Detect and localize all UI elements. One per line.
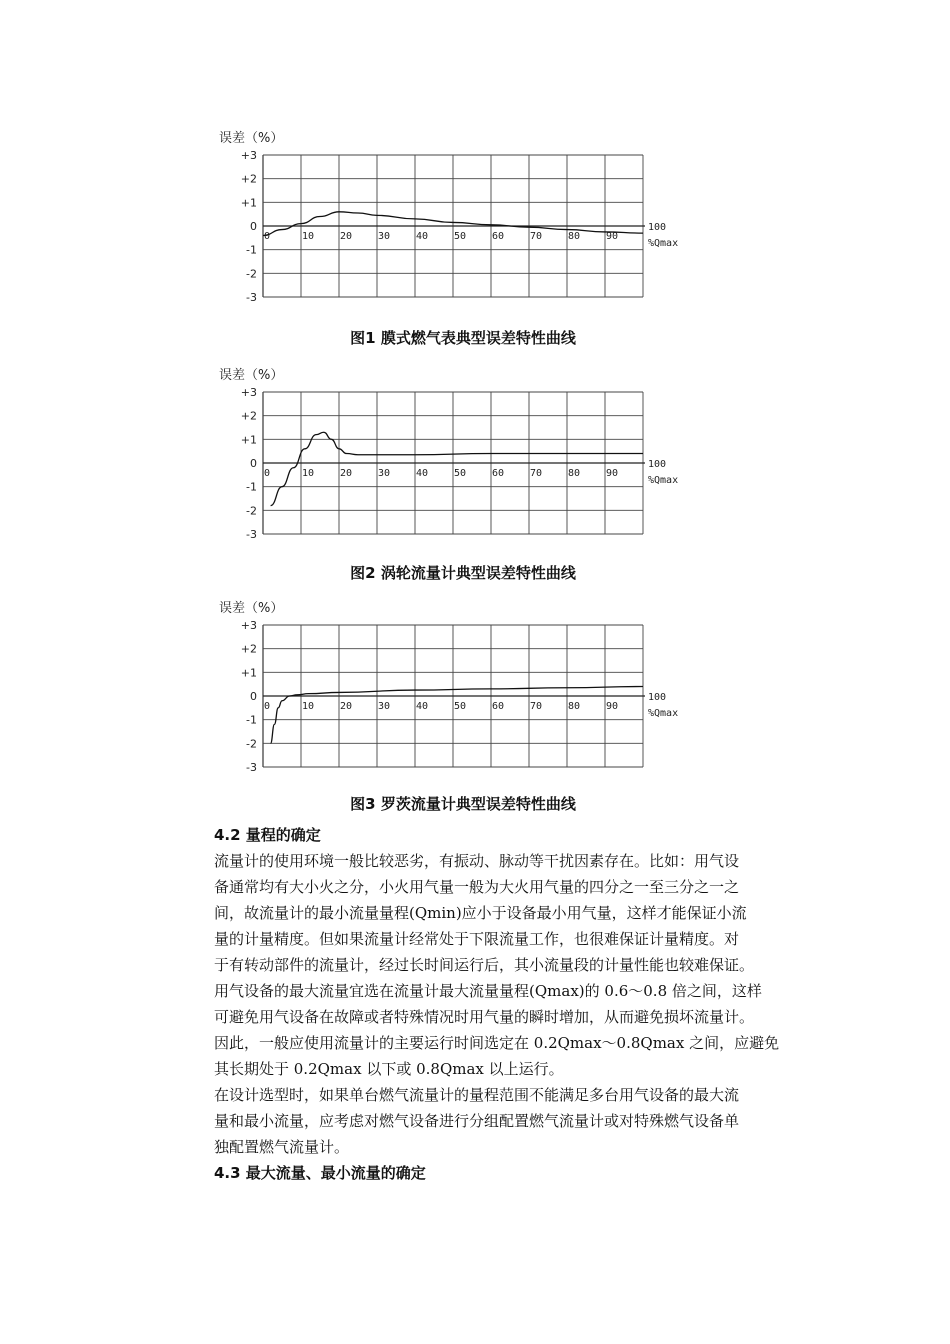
x-tick-label: 60 xyxy=(492,701,505,712)
x-end-label: 100 xyxy=(648,692,667,703)
x-tick-label: 50 xyxy=(454,701,467,712)
x-tick-label: 0 xyxy=(264,701,271,712)
paragraph-line: 间，故流量计的最小流量量程(Qmin)应小于设备最小用气量，这样才能保证小流 xyxy=(214,904,747,922)
section-4-2-heading: 4.2 量程的确定 xyxy=(214,826,321,844)
x-tick-label: 90 xyxy=(606,701,619,712)
section-4-2 xyxy=(214,822,814,1186)
x-tick-label: 50 xyxy=(454,468,467,479)
x-tick-label: 80 xyxy=(568,701,581,712)
y-tick-label: +2 xyxy=(240,642,257,656)
paragraph-line: 量的计量精度。但如果流量计经常处于下限流量工作，也很难保证计量精度。对 xyxy=(214,930,740,948)
y-tick-label: -3 xyxy=(246,291,257,304)
x-tick-label: 10 xyxy=(302,468,315,479)
paragraph-line: 流量计的使用环境一般比较恶劣，有振动、脉动等干扰因素存在。比如：用气设 xyxy=(214,852,740,870)
x-axis-title: %Qmax xyxy=(648,475,679,486)
paragraph-line: 于有转动部件的流量计，经过长时间运行后，其小流量段的计量性能也较难保证。 xyxy=(214,956,755,974)
y-tick-label: -3 xyxy=(246,761,257,774)
x-tick-label: 60 xyxy=(492,468,505,479)
paragraph-line: 用气设备的最大流量宜选在流量计最大流量量程(Qmax)的 0.6～0.8 倍之间，这样 xyxy=(214,982,762,1000)
y-tick-label: +1 xyxy=(240,196,257,210)
chart-3 xyxy=(213,595,713,780)
y-tick-label: 0 xyxy=(250,220,257,233)
x-tick-label: 20 xyxy=(340,231,353,242)
paragraph-line: 量和最小流量，应考虑对燃气设备进行分组配置燃气流量计或对特殊燃气设备单 xyxy=(214,1112,740,1130)
x-tick-label: 90 xyxy=(606,468,619,479)
y-axis-title: 误差（%） xyxy=(219,601,284,616)
x-tick-label: 30 xyxy=(378,701,391,712)
paragraph-line: 在设计选型时，如果单台燃气流量计的量程范围不能满足多台用气设备的最大流 xyxy=(214,1086,740,1104)
y-axis-title: 误差（%） xyxy=(219,131,284,146)
y-axis-title: 误差（%） xyxy=(219,368,284,383)
x-tick-label: 70 xyxy=(530,231,543,242)
x-tick-label: 40 xyxy=(416,231,429,242)
y-tick-label: -2 xyxy=(246,267,257,281)
x-tick-label: 60 xyxy=(492,231,505,242)
y-tick-label: -1 xyxy=(246,480,257,494)
x-axis-title: %Qmax xyxy=(648,708,679,719)
section-4-3-heading: 4.3 最大流量、最小流量的确定 xyxy=(214,1164,426,1182)
y-tick-label: +3 xyxy=(240,619,257,632)
x-axis-title: %Qmax xyxy=(648,238,679,249)
x-tick-label: 40 xyxy=(416,468,429,479)
paragraph-line: 独配置燃气流量计。 xyxy=(214,1138,350,1156)
y-tick-label: +1 xyxy=(240,433,257,447)
paragraph-line: 可避免用气设备在故障或者特殊情况时用气量的瞬时增加，从而避免损坏流量计。 xyxy=(214,1008,755,1026)
x-end-label: 100 xyxy=(648,459,667,470)
paragraph-line: 因此，一般应使用流量计的主要运行时间选定在 0.2Qmax～0.8Qmax 之间，应避免 xyxy=(214,1034,780,1052)
figure-1-caption: 图1 膜式燃气表典型误差特性曲线 xyxy=(350,329,576,347)
paragraph-line: 备通常均有大小火之分，小火用气量一般为大火用气量的四分之一至三分之一之 xyxy=(214,878,740,896)
figure-3 xyxy=(213,595,713,825)
paragraph-line: 其长期处于 0.2Qmax 以下或 0.8Qmax 以上运行。 xyxy=(214,1060,564,1078)
x-tick-label: 70 xyxy=(530,468,543,479)
y-tick-label: -1 xyxy=(246,713,257,727)
y-tick-label: +2 xyxy=(240,409,257,423)
x-tick-label: 90 xyxy=(606,231,619,242)
x-tick-label: 40 xyxy=(416,701,429,712)
figure-1 xyxy=(213,125,713,355)
x-tick-label: 20 xyxy=(340,701,353,712)
y-tick-label: -2 xyxy=(246,737,257,751)
x-tick-label: 30 xyxy=(378,231,391,242)
x-tick-label: 80 xyxy=(568,231,581,242)
y-tick-label: +3 xyxy=(240,386,257,399)
y-tick-label: -3 xyxy=(246,528,257,541)
x-tick-label: 10 xyxy=(302,231,315,242)
x-tick-label: 30 xyxy=(378,468,391,479)
x-tick-label: 10 xyxy=(302,701,315,712)
chart-2 xyxy=(213,362,713,547)
y-tick-label: +1 xyxy=(240,666,257,680)
x-tick-label: 0 xyxy=(264,468,271,479)
series-line xyxy=(271,687,643,744)
x-tick-label: 50 xyxy=(454,231,467,242)
x-end-label: 100 xyxy=(648,222,667,233)
y-tick-label: -2 xyxy=(246,504,257,518)
figure-2-caption: 图2 涡轮流量计典型误差特性曲线 xyxy=(350,564,576,582)
x-tick-label: 0 xyxy=(264,231,271,242)
y-tick-label: -1 xyxy=(246,243,257,257)
y-tick-label: 0 xyxy=(250,690,257,703)
x-tick-label: 20 xyxy=(340,468,353,479)
y-tick-label: +2 xyxy=(240,172,257,186)
chart-1 xyxy=(213,125,713,310)
y-tick-label: 0 xyxy=(250,457,257,470)
figure-2 xyxy=(213,362,713,592)
x-tick-label: 80 xyxy=(568,468,581,479)
x-tick-label: 70 xyxy=(530,701,543,712)
y-tick-label: +3 xyxy=(240,149,257,162)
figure-3-caption: 图3 罗茨流量计典型误差特性曲线 xyxy=(350,795,576,813)
